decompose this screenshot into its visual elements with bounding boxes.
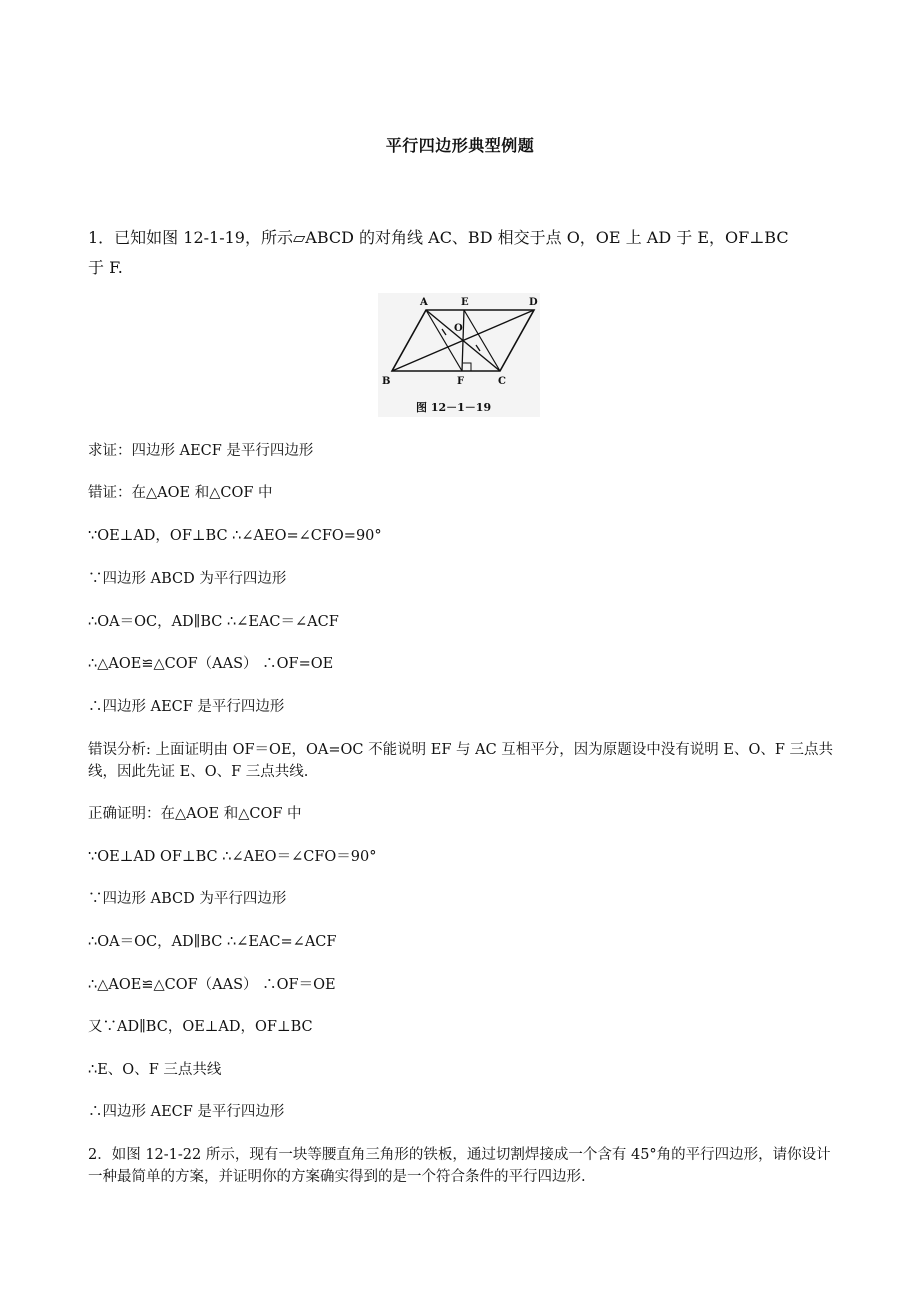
correct-proof-line: ∴E、O、F 三点共线 bbox=[88, 1062, 222, 1078]
proof-line: ∴四边形 AECF 是平行四边形 bbox=[88, 699, 285, 715]
label-e: E bbox=[461, 297, 469, 308]
proof-line: ∵四边形 ABCD 为平行四边形 bbox=[88, 571, 287, 587]
tick-mark-oc bbox=[476, 345, 480, 351]
label-c: C bbox=[498, 376, 506, 387]
proof-line: ∴OA＝OC，AD∥BC ∴∠EAC＝∠ACF bbox=[88, 614, 339, 630]
error-analysis: 错误分析: 上面证明由 OF＝OE，OA=OC 不能说明 EF 与 AC 互相平分，因为原题设中没有说明 E、O、F 三点共线，因此先证 E、O、F 三点共线. bbox=[88, 742, 834, 780]
question-2: 2．如图 12-1-22 所示，现有一块等腰直角三角形的铁板，通过切割焊接成一个含有 45°角的平行四边形，请你设计一种最简单的方案，并证明你的方案确实得到的是一个符合条件的平行四边形. bbox=[88, 1147, 831, 1185]
correct-proof-line: ∵四边形 ABCD 为平行四边形 bbox=[88, 891, 287, 907]
correct-proof-line: ∴四边形 AECF 是平行四边形 bbox=[88, 1104, 285, 1120]
proof-line: ∴△AOE≌△COF（AAS） ∴OF=OE bbox=[88, 656, 334, 672]
label-f: F bbox=[457, 376, 465, 387]
proof-line: 错证：在△AOE 和△COF 中 bbox=[88, 485, 273, 501]
label-b: B bbox=[382, 376, 391, 387]
segment-af bbox=[426, 310, 462, 371]
correct-proof-line: 又∵AD∥BC，OE⊥AD，OF⊥BC bbox=[88, 1019, 313, 1035]
tick-mark-ao bbox=[442, 329, 446, 335]
correct-proof-line: ∵OE⊥AD OF⊥BC ∴∠AEO＝∠CFO＝90° bbox=[88, 849, 377, 865]
label-a: A bbox=[420, 297, 428, 308]
segment-ec bbox=[464, 310, 500, 371]
parallelogram-diagram bbox=[378, 293, 540, 417]
document-title: 平行四边形典型例题 bbox=[385, 136, 535, 155]
right-angle-mark bbox=[463, 363, 471, 371]
proof-line: 求证：四边形 AECF 是平行四边形 bbox=[88, 443, 314, 459]
correct-proof-line: 正确证明：在△AOE 和△COF 中 bbox=[88, 806, 302, 822]
correct-proof-line: ∴△AOE≌△COF（AAS） ∴OF＝OE bbox=[88, 977, 336, 993]
figure-12-1-19 bbox=[378, 293, 540, 417]
figure-caption: 图 12－1－19 bbox=[416, 401, 492, 414]
question-1-line-2: 于 F. bbox=[88, 258, 123, 277]
label-d: D bbox=[529, 297, 538, 308]
proof-line: ∵OE⊥AD，OF⊥BC ∴∠AEO=∠CFO=90° bbox=[88, 528, 382, 544]
question-1-line-1: 1．已知如图 12-1-19，所示▱ABCD 的对角线 AC、BD 相交于点 O，OE 上 AD 于 E，OF⊥BC bbox=[88, 228, 789, 247]
correct-proof-line: ∴OA＝OC，AD∥BC ∴∠EAC=∠ACF bbox=[88, 934, 337, 950]
label-o: O bbox=[454, 323, 463, 334]
